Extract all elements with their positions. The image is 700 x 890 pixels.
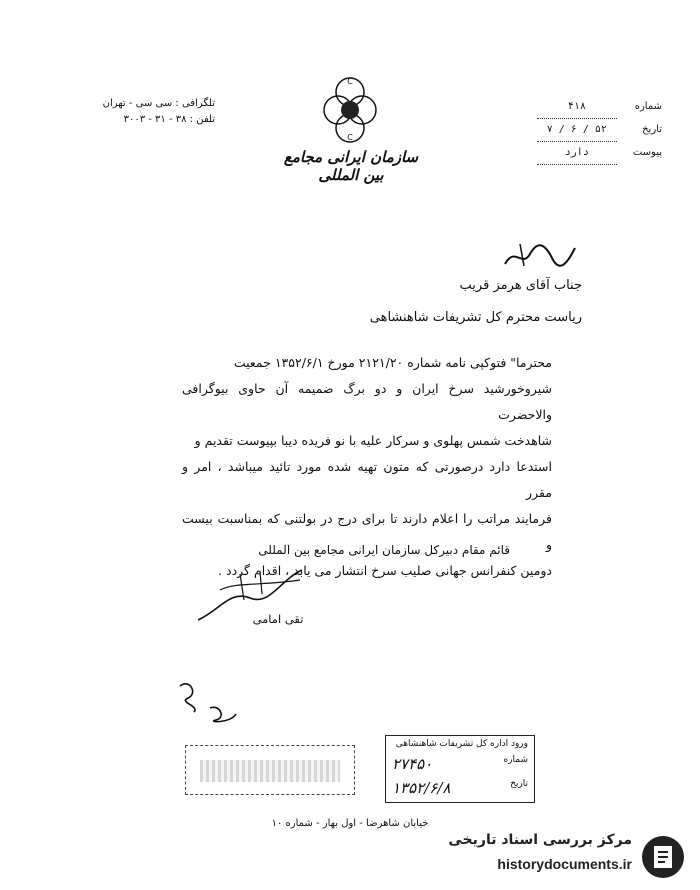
stamp-number-label: شماره: [503, 755, 528, 765]
faded-stamp-ink: [200, 760, 340, 782]
archive-logo-icon: [640, 834, 686, 880]
footer-address: خیابان شاهرضا - اول بهار - شماره ۱۰: [271, 818, 429, 829]
body-line: دومین کنفرانس جهانی صلیب سرخ انتشار می یابد ، اقدام گردد .: [218, 563, 552, 578]
signer-name: تقی امامی: [252, 612, 304, 626]
margin-note-icon: [170, 676, 250, 726]
number-row: [512, 96, 662, 119]
body-line: شیروخورشید سرخ ایران و دو برگ ضمیمه آن حاوی بیوگرافی والاحضرت: [182, 381, 552, 422]
watermark-persian: مرکز بررسی اسناد تاریخی: [448, 832, 632, 848]
date-label: تاریخ: [642, 124, 662, 135]
body-line: استدعا دارد درصورتی که متون تهیه شده مورد تائید میباشد ، امر و مقرر: [182, 459, 552, 500]
contact-info: [55, 96, 215, 128]
phone-line: تلفن : ۳۸ - ۳۱ - ۳۰۰۳: [123, 114, 215, 125]
stamp-date-row: [392, 779, 528, 797]
attachment-row: [512, 142, 662, 165]
stamp-number-row: [392, 755, 528, 773]
recipient-title: ریاست محترم کل تشریفات شاهنشاهی: [369, 310, 582, 325]
body-line: فرمایند مراتب را اعلام دارند تا برای درج در بولتنی که بمناسبت بیست و: [182, 511, 552, 552]
svg-text:C: C: [347, 133, 353, 142]
stamp-date-label: تاریخ: [510, 779, 528, 789]
letter-reference: [512, 96, 662, 165]
receipt-stamp: [385, 735, 535, 803]
svg-text:C: C: [347, 77, 353, 86]
attachment-value: دارد: [537, 142, 617, 165]
organization-name: سازمان ایرانی مجامع بین المللی: [283, 148, 419, 184]
date-row: [512, 119, 662, 142]
telegraph-line: تلگرافی : سی سی - تهران: [102, 98, 215, 109]
date-value: ۵۲ / ۶ / ۷: [537, 119, 617, 142]
stamp-title: ورود اداره کل تشریفات شاهنشاهی: [395, 739, 528, 749]
faded-stamp: [185, 745, 355, 795]
body-line: محترما" فتوکپی نامه شماره ۲۱۲۱/۲۰ مورخ ۱۳۵۲/۶/۱ جمعیت: [233, 355, 552, 370]
recipient-name: جناب آقای هرمز قریب: [459, 278, 582, 293]
stamp-date-value: ۱۳۵۲/۶/۸: [392, 779, 451, 797]
watermark: [418, 828, 690, 886]
organization-emblem-icon: [320, 70, 380, 150]
number-value: ۴۱۸: [537, 96, 617, 119]
recipient-block: [222, 270, 582, 334]
body-line: شاهدخت شمس پهلوی و سرکار علیه با نو فریده دیبا بپیوست تقدیم و: [194, 433, 552, 448]
number-label: شماره: [634, 101, 662, 112]
stamp-number-value: ۲۷۴۵۰: [392, 755, 433, 773]
watermark-english: historydocuments.ir: [497, 856, 632, 872]
closing-title: قائم مقام دبیرکل سازمان ایرانی مجامع بین المللی: [258, 543, 510, 557]
attachment-label: پیوست: [632, 147, 662, 158]
